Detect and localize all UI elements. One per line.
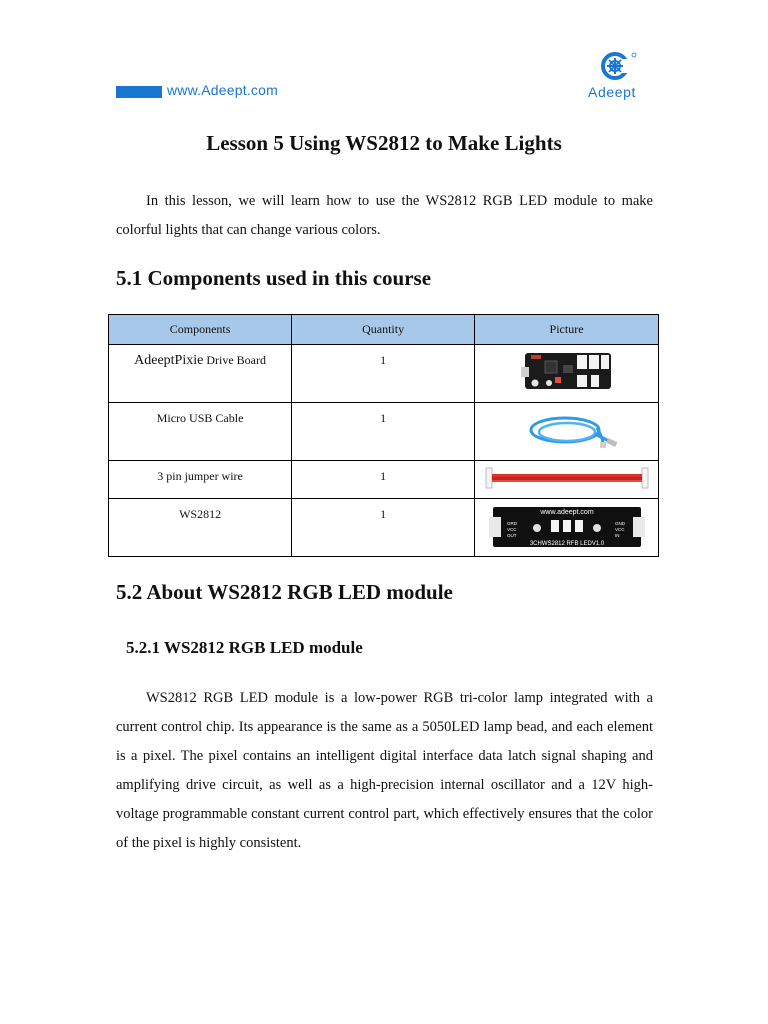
- component-picture: [475, 499, 659, 557]
- table-row: [109, 461, 659, 499]
- column-header-picture: Picture: [475, 315, 659, 345]
- header-url: www.Adeept.com: [167, 82, 278, 98]
- module-pin-label: GRD: [506, 520, 517, 526]
- drive-board-image: [507, 347, 627, 397]
- component-picture: [475, 403, 659, 461]
- module-pin-label: OUT: [506, 532, 517, 538]
- component-name: [109, 345, 292, 403]
- intro-paragraph: In this lesson, we will learn how to use the WS2812 RGB LED module to make colorful lights that can change various colors.: [116, 193, 653, 238]
- module-pin-label: GND: [614, 520, 625, 526]
- component-picture: [475, 345, 659, 403]
- module-pin-label: VCC: [614, 526, 625, 532]
- subsection-heading-ws2812-module: 5.2.1 WS2812 RGB LED module: [126, 638, 363, 657]
- module-model-text: 3CHWS2812 RFB LEDV1.0: [529, 540, 604, 547]
- logo-wordmark: Adeept: [588, 84, 636, 100]
- jumper-wire-image: [482, 464, 652, 492]
- ws2812-module-image: [487, 501, 647, 551]
- components-table: [108, 314, 659, 557]
- table-row: [109, 403, 659, 461]
- table-header-row: [109, 315, 659, 345]
- column-header-quantity: Quantity: [292, 315, 475, 345]
- component-name-rest: Drive Board: [203, 353, 266, 367]
- header-accent-bar: [116, 86, 162, 98]
- module-pin-label: IN: [614, 532, 620, 538]
- component-picture: [475, 461, 659, 499]
- usb-cable-image: [507, 408, 627, 452]
- component-name-brand: AdeeptPixie: [134, 353, 204, 368]
- component-name: 3 pin jumper wire: [109, 461, 292, 499]
- ws2812-description-paragraph: WS2812 RGB LED module is a low-power RGB tri-color lamp integrated with a current control chip. Its appearance is the same as a 5050LED lamp bead, and each element is a pixel. The pixel contains an intelligent digital interface data latch signal shaping and amplifying drive circuit, as well as a high-precision internal oscillator and a 12V high-voltage programmable constant current control part, which effectively ensures that the color of the pixel is highly consistent.: [116, 690, 653, 851]
- component-quantity: 1: [292, 499, 475, 557]
- page-title: Lesson 5 Using WS2812 to Make Lights: [206, 131, 562, 155]
- section-heading-components: 5.1 Components used in this course: [116, 266, 432, 290]
- component-quantity: 1: [292, 345, 475, 403]
- section-heading-about-ws2812: 5.2 About WS2812 RGB LED module: [116, 580, 453, 604]
- column-header-components: Components: [109, 315, 292, 345]
- component-name: WS2812: [109, 499, 292, 557]
- module-url-text: www.adeept.com: [539, 508, 594, 516]
- table-row: [109, 345, 659, 403]
- module-pin-label: VCC: [506, 526, 517, 532]
- component-quantity: 1: [292, 461, 475, 499]
- table-row: [109, 499, 659, 557]
- component-name: Micro USB Cable: [109, 403, 292, 461]
- component-quantity: 1: [292, 403, 475, 461]
